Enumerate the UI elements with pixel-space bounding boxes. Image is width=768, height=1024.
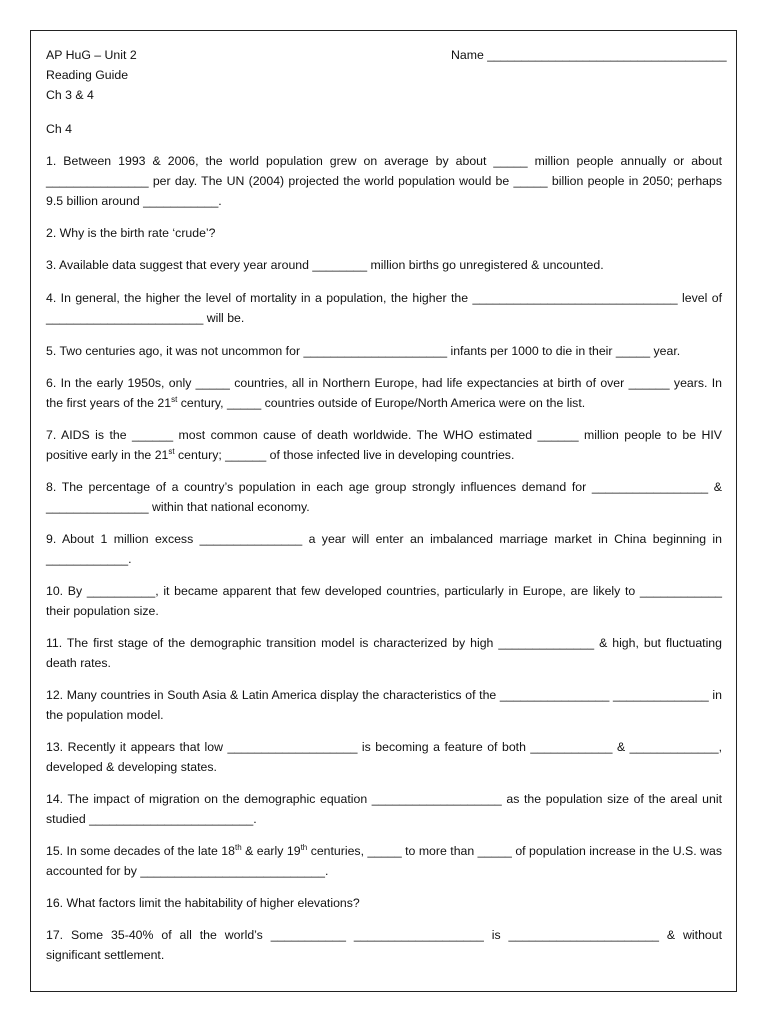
question-8: 8. The percentage of a country’s population in each age group strongly influences demand for _________________ & _______________ within that national economy. [46, 480, 722, 514]
question-11: 11. The first stage of the demographic transition model is characterized by high ______________ & high, but fluctuating death rates. [46, 636, 722, 670]
guide-title: Reading Guide [46, 68, 129, 82]
header-block [46, 45, 137, 105]
question-7: 7. AIDS is the ______ most common cause of death worldwide. The WHO estimated ______ million people to be HIV positive early in the 21st century; ______ of those infected live in developing countries. [46, 428, 722, 462]
question-list [46, 151, 722, 965]
chapters-label: Ch 3 & 4 [46, 88, 94, 102]
section-heading: Ch 4 [46, 122, 72, 136]
question-16: 16. What factors limit the habitability of higher elevations? [46, 896, 360, 910]
question-9: 9. About 1 million excess _______________ a year will enter an imbalanced marriage market in China beginning in ____________. [46, 532, 722, 566]
question-4: 4. In general, the higher the level of mortality in a population, the higher the ______________________________ level of _______________________ will be. [46, 291, 722, 325]
question-15: 15. In some decades of the late 18th & early 19th centuries, _____ to more than _____ of population increase in the U.S. was accounted for by ___________________________. [46, 842, 722, 878]
question-6: 6. In the early 1950s, only _____ countries, all in Northern Europe, had life expectancies at birth of over ______ years. In the first years of the 21st century, _____ countries outside of Europe/North America were on the list. [46, 376, 722, 410]
question-13: 13. Recently it appears that low ___________________ is becoming a feature of both ____________ & _____________, developed & developing states. [46, 740, 722, 774]
worksheet-page [30, 30, 737, 992]
question-2: 2. Why is the birth rate ‘crude’? [46, 226, 216, 240]
question-10: 10. By __________, it became apparent that few developed countries, particularly in Europe, are likely to ____________ their population size. [46, 584, 722, 618]
question-5: 5. Two centuries ago, it was not uncommon for _____________________ infants per 1000 to die in their _____ year. [46, 344, 681, 358]
course-title: AP HuG – Unit 2 [46, 48, 137, 62]
question-14: 14. The impact of migration on the demographic equation ___________________ as the population size of the areal unit studied ________________________. [46, 792, 722, 826]
name-field: Name ___________________________________ [451, 48, 727, 62]
question-12: 12. Many countries in South Asia & Latin America display the characteristics of the ________________ ______________ in the population model. [46, 688, 722, 722]
question-1: 1. Between 1993 & 2006, the world population grew on average by about _____ million people annually or about _______________ per day. The UN (2004) projected the world population would be _____ billion people in 2050; perhaps 9.5 billion around ___________. [46, 154, 722, 208]
question-3: 3. Available data suggest that every year around ________ million births go unregistered & uncounted. [46, 258, 604, 272]
question-17: 17. Some 35-40% of all the world’s ___________ ___________________ is ______________________ & without significant settlement. [46, 928, 722, 962]
